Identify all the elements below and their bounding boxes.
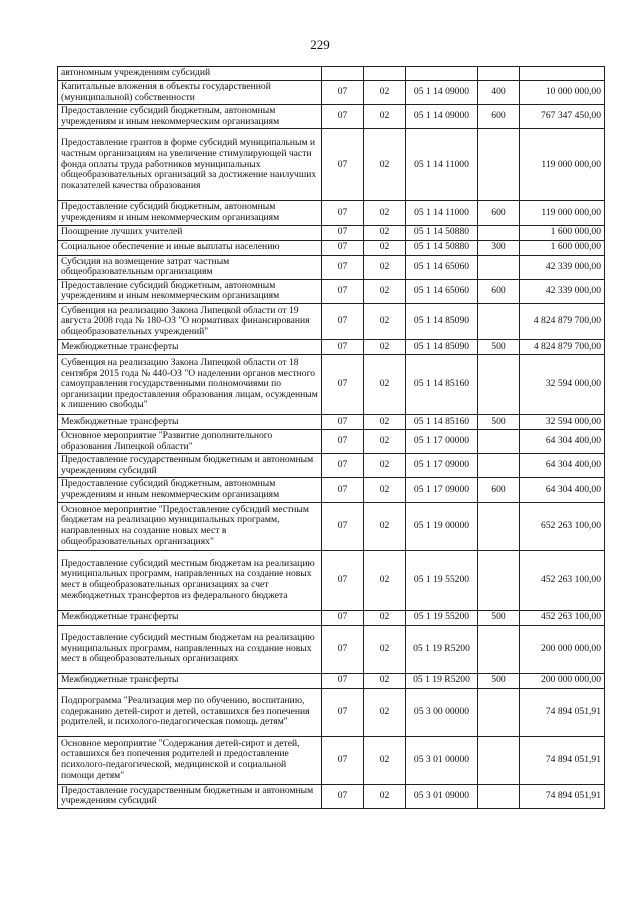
row-name: Субвенция на реализацию Закона Липецкой области от 19 августа 2008 года № 180-ОЗ "О нормативах финансирования общеобразовательных учреждений" [58,303,322,339]
table-row [58,502,605,550]
row-podrazdel: 02 [364,303,406,339]
row-expense-type [478,303,520,339]
row-expense-type: 600 [478,201,520,225]
row-expense-type: 600 [478,105,520,129]
row-target-article: 05 1 14 65060 [406,279,478,303]
row-podrazdel [364,67,406,81]
row-amount: 767 347 450,00 [520,105,605,129]
row-expense-type [478,625,520,673]
table-row [58,129,605,201]
table-row [58,255,605,279]
row-expense-type [478,255,520,279]
row-amount: 1 600 000,00 [520,240,605,255]
row-razdel: 07 [322,339,364,354]
row-podrazdel: 02 [364,240,406,255]
table-row [58,303,605,339]
row-razdel: 07 [322,255,364,279]
row-razdel: 07 [322,673,364,688]
row-amount: 74 894 051,91 [520,736,605,784]
table-row [58,67,605,81]
row-razdel: 07 [322,201,364,225]
row-razdel: 07 [322,240,364,255]
row-expense-type: 600 [478,279,520,303]
row-razdel: 07 [322,129,364,201]
row-expense-type: 600 [478,478,520,502]
row-razdel [322,67,364,81]
row-amount: 4 824 879 700,00 [520,303,605,339]
row-expense-type [478,429,520,453]
row-podrazdel: 02 [364,625,406,673]
row-razdel: 07 [322,625,364,673]
row-amount: 10 000 000,00 [520,81,605,105]
row-expense-type: 500 [478,673,520,688]
row-razdel: 07 [322,414,364,429]
table-row [58,201,605,225]
row-target-article: 05 1 19 55200 [406,610,478,625]
row-razdel: 07 [322,688,364,736]
row-razdel: 07 [322,279,364,303]
row-expense-type [478,736,520,784]
row-name: Межбюджетные трансферты [58,610,322,625]
row-amount: 652 263 100,00 [520,502,605,550]
row-expense-type [478,502,520,550]
row-amount: 74 894 051,91 [520,688,605,736]
row-podrazdel: 02 [364,255,406,279]
table-row [58,225,605,240]
row-name: Подпрограмма "Реализация мер по обучению, воспитанию, содержанию детей-сирот и детей, оставшихся без попечения родителей, и психолого-педагогическая помощь детям" [58,688,322,736]
row-razdel: 07 [322,81,364,105]
row-target-article: 05 1 17 09000 [406,454,478,478]
row-name: Предоставление субсидий бюджетным, автономным учреждениям и иным некоммерческим организациям [58,201,322,225]
row-target-article: 05 1 19 R5200 [406,625,478,673]
row-target-article: 05 1 14 65060 [406,255,478,279]
budget-table [57,66,605,809]
row-expense-type: 500 [478,610,520,625]
row-amount: 452 263 100,00 [520,550,605,610]
row-target-article: 05 1 14 85090 [406,339,478,354]
row-podrazdel: 02 [364,673,406,688]
row-expense-type [478,688,520,736]
row-podrazdel: 02 [364,339,406,354]
table-row [58,625,605,673]
row-podrazdel: 02 [364,201,406,225]
row-podrazdel: 02 [364,414,406,429]
row-name: Предоставление субсидий бюджетным, автономным учреждениям и иным некоммерческим организациям [58,478,322,502]
row-target-article: 05 1 14 85160 [406,354,478,414]
table-row [58,240,605,255]
row-target-article: 05 1 17 00000 [406,429,478,453]
row-target-article: 05 1 19 00000 [406,502,478,550]
row-amount: 200 000 000,00 [520,625,605,673]
row-amount: 64 304 400,00 [520,454,605,478]
row-podrazdel: 02 [364,502,406,550]
row-expense-type [478,784,520,808]
row-podrazdel: 02 [364,105,406,129]
row-expense-type [478,454,520,478]
row-podrazdel: 02 [364,454,406,478]
table-row [58,81,605,105]
row-target-article: 05 3 01 09000 [406,784,478,808]
row-razdel: 07 [322,105,364,129]
row-razdel: 07 [322,502,364,550]
row-target-article: 05 1 14 09000 [406,81,478,105]
row-name: Предоставление субсидий местным бюджетам на реализацию муниципальных программ, направленных на создание новых мест в общеобразовательных организациях [58,625,322,673]
row-name: Межбюджетные трансферты [58,414,322,429]
row-podrazdel: 02 [364,610,406,625]
row-target-article: 05 3 01 00000 [406,736,478,784]
row-name: Социальное обеспечение и иные выплаты населению [58,240,322,255]
row-target-article: 05 1 14 85090 [406,303,478,339]
table-row [58,784,605,808]
row-target-article: 05 1 14 09000 [406,105,478,129]
row-target-article: 05 1 14 85160 [406,414,478,429]
row-podrazdel: 02 [364,129,406,201]
row-amount [520,67,605,81]
row-name: Предоставление грантов в форме субсидий муниципальным и частным организациям на увеличение стимулирующей части фонда оплаты труда работников муниципальных общеобразовательных организаций за достижение наилучших показателей качества образования [58,129,322,201]
row-target-article: 05 1 14 50880 [406,240,478,255]
row-name: Основное мероприятие "Содержания детей-сирот и детей, оставшихся без попечения родителей и предоставление психолого-педагогической, медицинской и социальной помощи детям" [58,736,322,784]
row-target-article: 05 3 00 00000 [406,688,478,736]
row-amount: 200 000 000,00 [520,673,605,688]
table-row [58,105,605,129]
row-razdel: 07 [322,429,364,453]
table-row [58,610,605,625]
table-row [58,414,605,429]
row-name: автономным учреждениям субсидий [58,67,322,81]
page-number: 229 [310,37,330,52]
row-name: Предоставление государственным бюджетным и автономным учреждениям субсидий [58,454,322,478]
row-name: Основное мероприятие "Развитие дополнительного образования Липецкой области" [58,429,322,453]
row-razdel: 07 [322,610,364,625]
table-row [58,429,605,453]
table-row [58,478,605,502]
table-row [58,279,605,303]
row-podrazdel: 02 [364,81,406,105]
row-name: Капитальные вложения в объекты государственной (муниципальной) собственности [58,81,322,105]
row-amount: 1 600 000,00 [520,225,605,240]
row-name: Субсидия на возмещение затрат частным общеобразовательным организациям [58,255,322,279]
row-name: Межбюджетные трансферты [58,673,322,688]
row-name: Предоставление субсидий бюджетным, автономным учреждениям и иным некоммерческим организациям [58,105,322,129]
row-podrazdel: 02 [364,736,406,784]
table-row [58,454,605,478]
row-amount: 42 339 000,00 [520,255,605,279]
row-expense-type: 300 [478,240,520,255]
row-name: Предоставление субсидий местным бюджетам на реализацию муниципальных программ, направленных на создание новых мест в общеобразовательных организациях за счет межбюджетных трансфертов из федерального бюджета [58,550,322,610]
row-target-article: 05 1 14 11000 [406,201,478,225]
row-expense-type: 500 [478,339,520,354]
row-razdel: 07 [322,478,364,502]
row-amount: 64 304 400,00 [520,478,605,502]
row-amount: 74 894 051,91 [520,784,605,808]
row-podrazdel: 02 [364,429,406,453]
row-name: Предоставление субсидий бюджетным, автономным учреждениям и иным некоммерческим организациям [58,279,322,303]
row-target-article: 05 1 17 09000 [406,478,478,502]
row-amount: 32 594 000,00 [520,414,605,429]
row-amount: 64 304 400,00 [520,429,605,453]
table-body [58,67,605,809]
row-name: Поощрение лучших учителей [58,225,322,240]
row-amount: 119 000 000,00 [520,201,605,225]
row-expense-type [478,550,520,610]
row-target-article: 05 1 14 50880 [406,225,478,240]
table-row [58,339,605,354]
row-podrazdel: 02 [364,784,406,808]
row-razdel: 07 [322,550,364,610]
row-target-article: 05 1 19 R5200 [406,673,478,688]
row-target-article: 05 1 19 55200 [406,550,478,610]
row-amount: 4 824 879 700,00 [520,339,605,354]
row-expense-type: 400 [478,81,520,105]
row-podrazdel: 02 [364,279,406,303]
table-row [58,673,605,688]
row-podrazdel: 02 [364,478,406,502]
row-name: Предоставление государственным бюджетным и автономным учреждениям субсидий [58,784,322,808]
row-expense-type [478,67,520,81]
row-razdel: 07 [322,225,364,240]
row-razdel: 07 [322,454,364,478]
row-razdel: 07 [322,784,364,808]
row-amount: 42 339 000,00 [520,279,605,303]
table-row [58,688,605,736]
row-amount: 119 000 000,00 [520,129,605,201]
row-name: Субвенция на реализацию Закона Липецкой области от 18 сентября 2015 года № 440-ОЗ "О наделении органов местного самоуправления государственными полномочиями по организации предоставления образования лицам, осужденным к лишению свободы" [58,354,322,414]
row-razdel: 07 [322,303,364,339]
row-target-article [406,67,478,81]
row-name: Межбюджетные трансферты [58,339,322,354]
row-razdel: 07 [322,736,364,784]
row-expense-type: 500 [478,414,520,429]
row-name: Основное мероприятие "Предоставление субсидий местным бюджетам на реализацию муниципальных программ, направленных на создание новых мест в общеобразовательных организациях" [58,502,322,550]
row-expense-type [478,225,520,240]
row-amount: 452 263 100,00 [520,610,605,625]
row-podrazdel: 02 [364,550,406,610]
row-amount: 32 594 000,00 [520,354,605,414]
row-podrazdel: 02 [364,354,406,414]
table-row [58,550,605,610]
row-target-article: 05 1 14 11000 [406,129,478,201]
row-podrazdel: 02 [364,225,406,240]
row-razdel: 07 [322,354,364,414]
row-expense-type [478,354,520,414]
row-expense-type [478,129,520,201]
table-row [58,354,605,414]
row-podrazdel: 02 [364,688,406,736]
table-row [58,736,605,784]
